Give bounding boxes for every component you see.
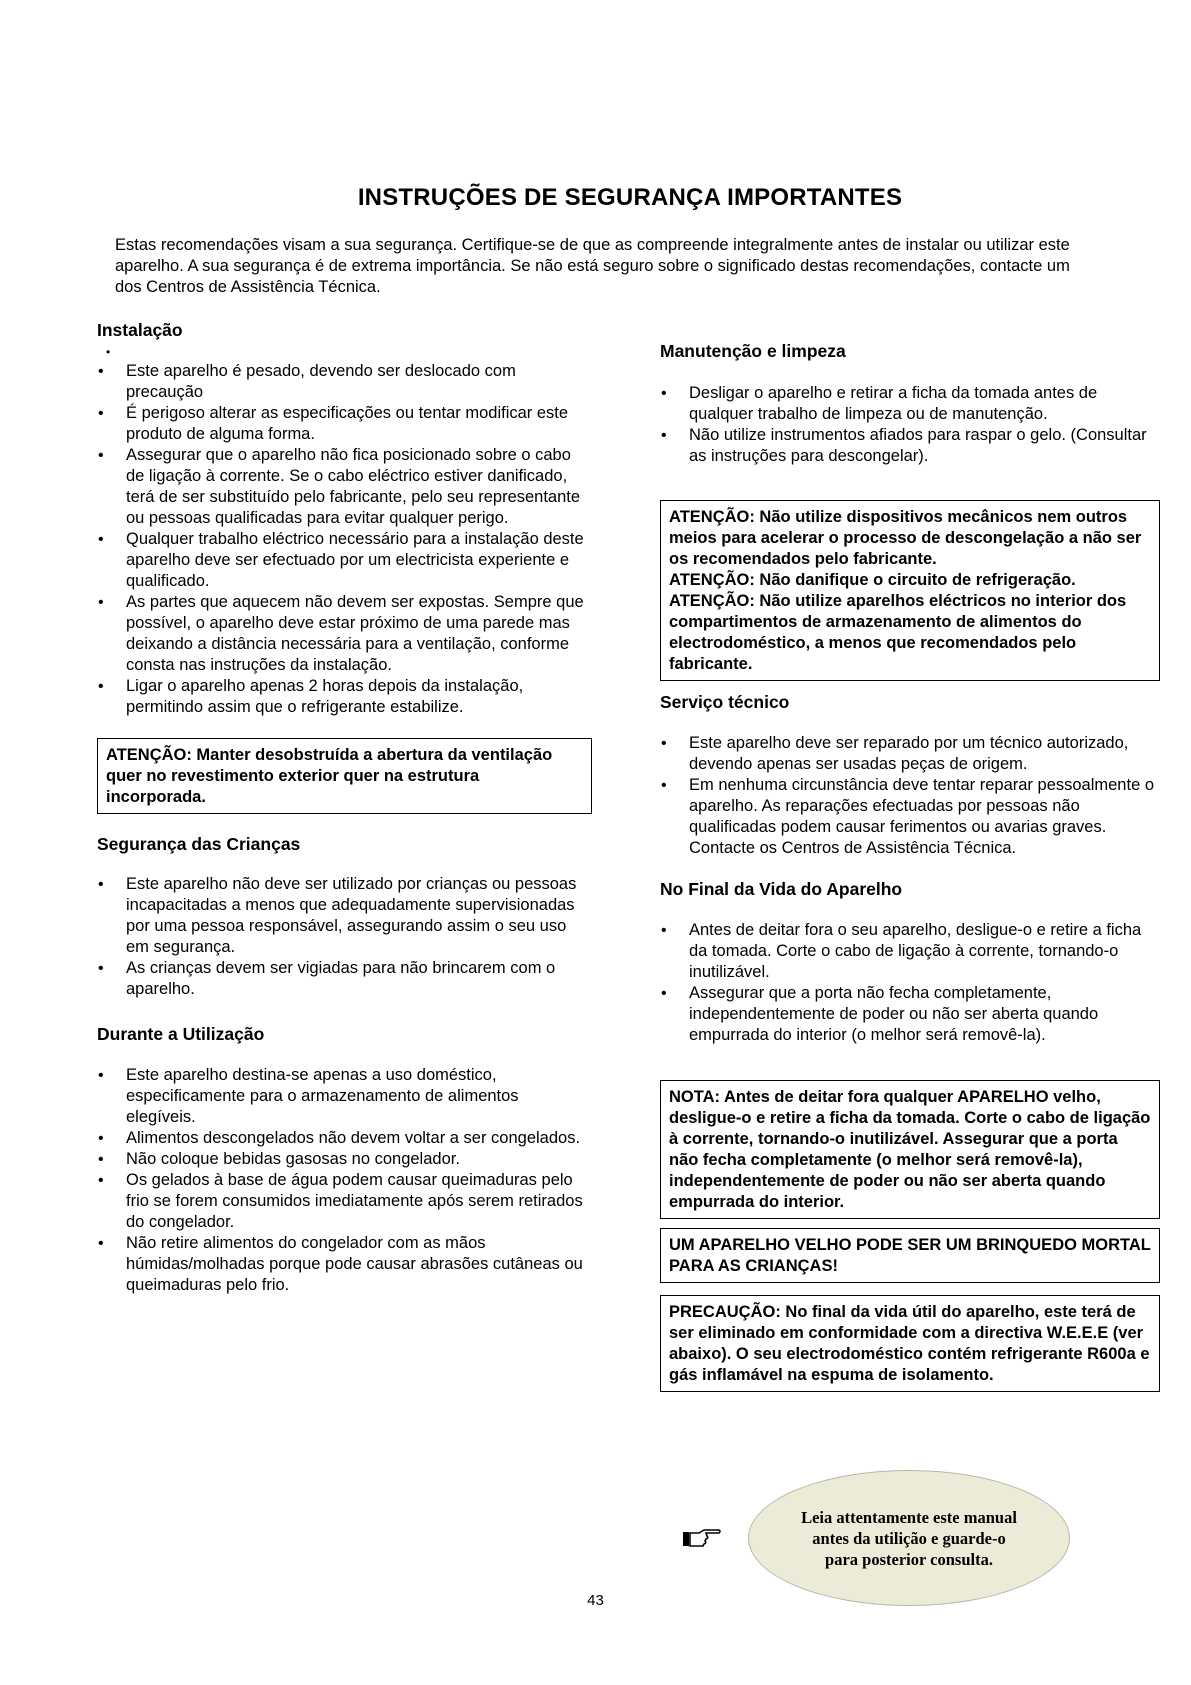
section-heading-criancas: Segurança das Crianças [97,834,301,854]
instalacao-list [97,361,592,718]
notice-text: Leia attentamente este manual antes da utilição e guarde-o para posterior consulta. [801,1507,1017,1569]
warning-circuit: ATENÇÃO: Não danifique o circuito de refrigeração. [669,571,1076,589]
list-item: • As crianças devem ser vigiadas para não brincarem com o aparelho. [97,958,592,1000]
list-item: • Este aparelho destina-se apenas a uso doméstico, especificamente para o armazenamento de alimentos elegíveis. [97,1065,592,1128]
manutencao-list [660,383,1160,467]
notice-ellipse [748,1470,1070,1606]
list-item: • Este aparelho não deve ser utilizado por crianças ou pessoas incapacitadas a menos que adequadamente supervisionadas por uma pessoa responsável, assegurando assim o seu uso em segurança. [97,874,592,958]
page-title: INSTRUÇÕES DE SEGURANÇA IMPORTANTES [357,184,903,211]
left-column [97,319,592,1296]
section-heading-final-vida: No Final da Vida do Aparelho [660,879,903,899]
section-heading-instalacao: Instalação [97,320,183,340]
list-item: • Este aparelho deve ser reparado por um técnico autorizado, devendo apenas ser usadas peças de origem. [660,733,1160,775]
utilizacao-list [97,1065,592,1296]
stray-bullet: • [106,345,111,359]
list-item: • Desligar o aparelho e retirar a ficha da tomada antes de qualquer trabalho de limpeza ou de manutenção. [660,383,1160,425]
servico-list [660,733,1160,859]
list-item: • Ligar o aparelho apenas 2 horas depois da instalação, permitindo assim que o refrigerante estabilize. [97,676,592,718]
final-vida-list [660,920,1160,1046]
list-item: • Não utilize instrumentos afiados para raspar o gelo. (Consultar as instruções para descongelar). [660,425,1160,467]
list-item: • Assegurar que o aparelho não fica posicionado sobre o cabo de ligação à corrente. Se o cabo eléctrico estiver danificado, terá de ser substituído pelo fabricante, pelo seu representante ou pessoas qualificadas para evitar qualquer perigo. [97,445,592,529]
warning-mechanical: ATENÇÃO: Não utilize dispositivos mecânicos nem outros meios para acelerar o processo de descongelação a não ser os recomendados pelo fabricante. [669,508,1142,568]
criancas-list [97,874,592,1000]
list-item: • Não coloque bebidas gasosas no congelador. [97,1149,592,1170]
list-item: • Este aparelho é pesado, devendo ser deslocado com precaução [97,361,592,403]
list-item: • Antes de deitar fora o seu aparelho, desligue-o e retire a ficha da tomada. Corte o cabo de ligação à corrente, tornando-o inutilizável. [660,920,1160,983]
warning-box-ventilation: ATENÇÃO: Manter desobstruída a abertura da ventilação quer no revestimento exterior quer na estrutura incorporada. [97,738,592,814]
list-item: • Assegurar que a porta não fecha completamente, independentemente de poder ou não ser aberta quando empurrada do interior (o melhor será removê-la). [660,983,1160,1046]
list-item: • Em nenhuma circunstância deve tentar reparar pessoalmente o aparelho. As reparações efectuadas por pessoas não qualificadas podem causar ferimentos ou avarias graves. Contacte os Centros de Assistência Técnica. [660,775,1160,859]
precaucao-box: PRECAUÇÃO: No final da vida útil do aparelho, este terá de ser eliminado em conformidade com a directiva W.E.E.E (ver abaixo). O seu electrodoméstico contém refrigerante R600a e gás inflamável na espuma de isolamento. [660,1295,1160,1392]
read-manual-notice [682,1470,1191,1610]
list-item: • Alimentos descongelados não devem voltar a ser congelados. [97,1128,592,1149]
list-item: • É perigoso alterar as especificações ou tentar modificar este produto de alguma forma. [97,403,592,445]
nota-box: NOTA: Antes de deitar fora qualquer APARELHO velho, desligue-o e retire a ficha da tomada. Corte o cabo de ligação à corrente, tornando-o inutilizável. Assegurar que a porta não fecha completamente (o melhor será removê-la), independentemente de poder ou não ser aberta quando empurrada do interior. [660,1080,1160,1219]
intro-paragraph: Estas recomendações visam a sua segurança. Certifique-se de que as compreende integralmente antes de instalar ou utilizar este aparelho. A sua segurança é de extrema importância. Se não está seguro sobre o significado destas recomendações, contacte um dos Centros de Assistência Técnica. [115,236,1070,296]
section-heading-manutencao: Manutenção e limpeza [660,341,846,361]
page-number: 43 [587,1592,604,1609]
list-item: • Não retire alimentos do congelador com as mãos húmidas/molhadas porque pode causar abrasões cutâneas ou queimaduras pelo frio. [97,1233,592,1296]
list-item: • As partes que aquecem não devem ser expostas. Sempre que possível, o aparelho deve estar próximo de uma parede mas deixando a distância necessária para a ventilação, conforme consta nas instruções da instalação. [97,592,592,676]
list-item: • Qualquer trabalho eléctrico necessário para a instalação deste aparelho deve ser efectuado por um electricista experiente e qualificado. [97,529,592,592]
section-heading-servico: Serviço técnico [660,692,790,712]
list-item: • Os gelados à base de água podem causar queimaduras pelo frio se forem consumidos imediatamente após serem retirados do congelador. [97,1170,592,1233]
brinquedo-box: UM APARELHO VELHO PODE SER UM BRINQUEDO MORTAL PARA AS CRIANÇAS! [660,1228,1160,1283]
pointing-hand-icon [682,1527,722,1549]
warning-electrical: ATENÇÃO: Não utilize aparelhos eléctricos no interior dos compartimentos de armazenamento de alimentos do electrodoméstico, a menos que recomendados pelo fabricante. [669,592,1127,673]
section-heading-utilizacao: Durante a Utilização [97,1024,265,1044]
right-column [660,340,1160,1392]
warning-box-descongelacao [660,500,1160,681]
